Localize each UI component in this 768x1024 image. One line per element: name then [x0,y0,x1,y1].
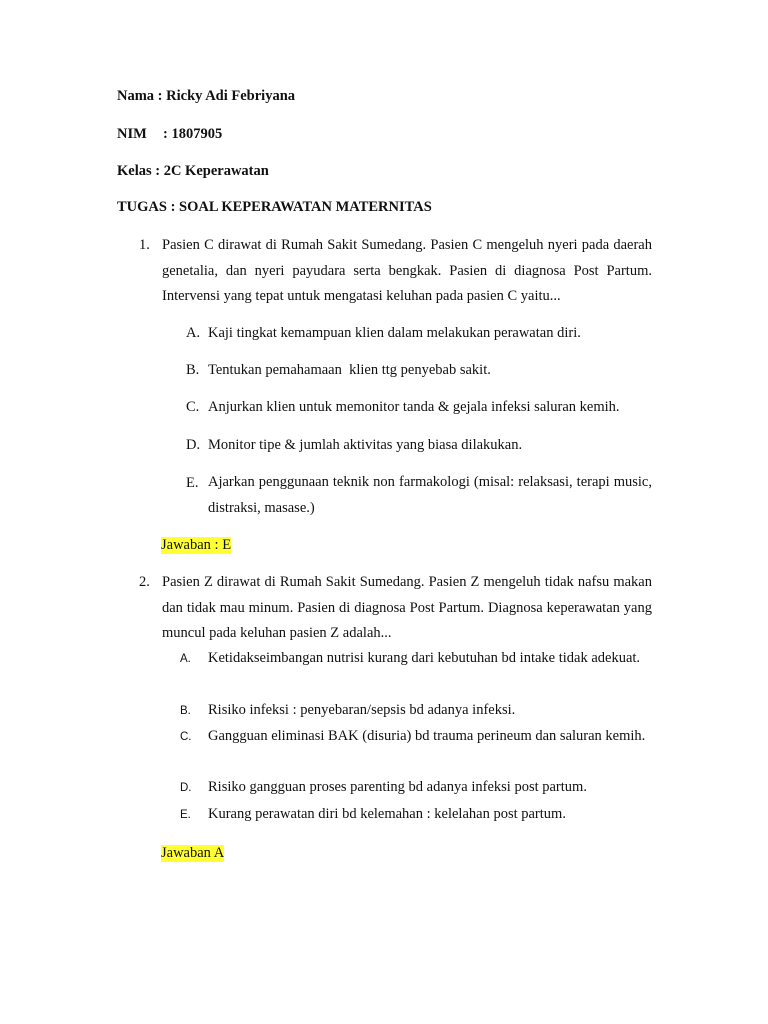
question-number: 1. [139,237,150,253]
option-letter: C. [180,731,192,743]
option-letter: B. [180,705,191,717]
class-label: Kelas : 2C Keperawatan [117,163,269,179]
option-text: Monitor tipe & jumlah aktivitas yang biasa dilakukan. [208,437,523,453]
option-letter: B. [186,362,200,378]
option-text: Tentukan pemahamaan klien ttg penyebab sakit. [208,362,491,378]
option-letter: E. [180,809,191,821]
option-letter: A. [180,653,191,665]
option-text: Gangguan eliminasi BAK (disuria) bd trauma perineum dan saluran kemih. [208,728,646,744]
answer-label: Jawaban : E [161,537,232,553]
option-letter: D. [186,437,201,453]
option-text: Risiko infeksi : penyebaran/sepsis bd adanya infeksi. [208,702,516,718]
option-letter: A. [186,325,201,341]
option-text: Kaji tingkat kemampuan klien dalam melakukan perawatan diri. [208,325,581,341]
option-letter: D. [180,782,192,794]
answer-label: Jawaban A [161,845,225,861]
option-text: Kurang perawatan diri bd kelemahan : kelelahan post partum. [208,806,566,822]
option-letter: E. [186,475,199,491]
option-text: Risiko gangguan proses parenting bd adanya infeksi post partum. [208,779,587,795]
student-name: Nama : Ricky Adi Febriyana [117,88,296,104]
nim-value: : 1807905 [163,126,223,142]
question-text: Pasien C dirawat di Rumah Sakit Sumedang. Pasien C mengeluh nyeri pada daerah genetalia, dan nyeri payudara serta bengkak. Pasien di diagnosa Post Partum. Intervensi yang tepat untuk mengatasi keluhan pada pasien C yaitu... [162,237,652,304]
option-text: Ajarkan penggunaan teknik non farmakologi (misal: relaksasi, terapi music, distraksi, masase.) [208,474,652,516]
option-letter: C. [186,399,200,415]
option-text: Ketidakseimbangan nutrisi kurang dari kebutuhan bd intake tidak adekuat. [208,650,641,666]
question-number: 2. [139,574,150,590]
option-text: Anjurkan klien untuk memonitor tanda & gejala infeksi saluran kemih. [208,399,620,415]
question-text: Pasien Z dirawat di Rumah Sakit Sumedang. Pasien Z mengeluh tidak nafsu makan dan tidak mau minum. Pasien di diagnosa Post Partum. Diagnosa keperawatan yang muncul pada keluhan pasien Z adalah... [162,574,652,641]
nim-label: NIM [117,126,147,142]
assignment-title: TUGAS : SOAL KEPERAWATAN MATERNITAS [117,199,432,215]
